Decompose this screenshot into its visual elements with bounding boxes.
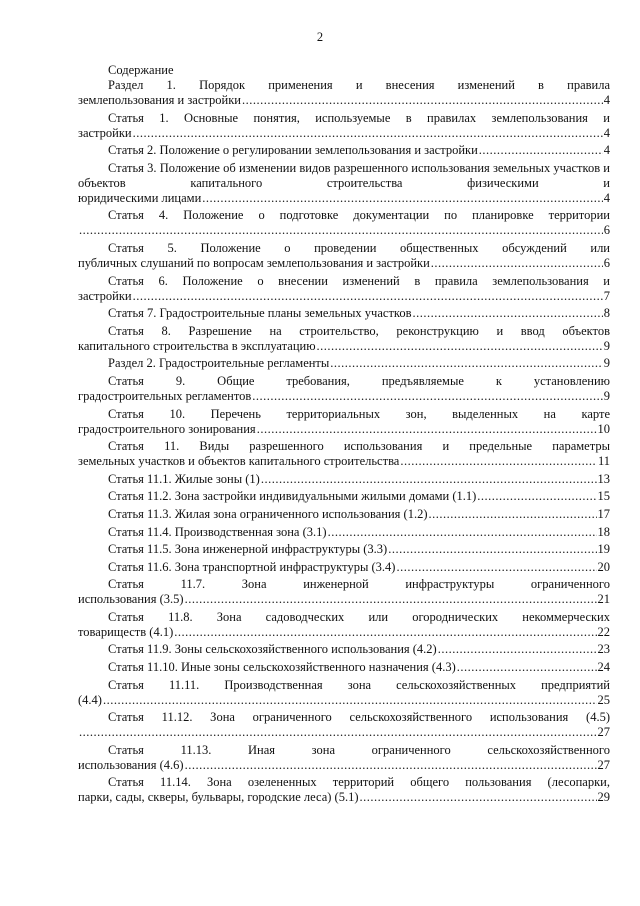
dot-leader (438, 642, 597, 657)
toc-entry (78, 111, 610, 141)
toc-entry (78, 642, 610, 657)
toc-entry (78, 710, 610, 740)
toc-page-number: 17 (597, 506, 610, 521)
toc-entry-label: Статья 7. Градостроительные планы земельных участков (108, 306, 412, 321)
toc-page-number: 27 (597, 757, 610, 772)
toc-entry-label: использования (4.6) (78, 757, 184, 772)
dot-leader (429, 507, 597, 522)
toc-page-number: 7 (603, 288, 610, 303)
toc-entry-line (78, 356, 610, 371)
dot-leader (202, 191, 602, 206)
toc-entry-line (78, 542, 610, 557)
toc-entry (78, 507, 610, 522)
toc-page-number: 21 (597, 592, 610, 607)
toc-page-number: 20 (597, 559, 610, 574)
toc-entry (78, 324, 610, 354)
dot-leader (400, 454, 597, 469)
toc-entry-label: юридическими лицами (78, 190, 202, 205)
toc-page-number: 19 (597, 542, 610, 557)
dot-leader (413, 306, 603, 321)
toc-entry-line (78, 289, 610, 304)
toc-page-number: 11 (597, 454, 610, 469)
toc-entry-heading: Статья 6. Положение о внесении изменений в правила землепользования и (108, 273, 610, 288)
toc-entry-label: землепользования и застройки (78, 93, 241, 107)
toc-page-number: 23 (597, 642, 610, 657)
toc-entry (78, 306, 610, 321)
toc-entry (78, 407, 610, 437)
toc-entry-label: Статья 11.1. Жилые зоны (1) (108, 471, 260, 486)
toc-entry-label: Статья 11.5. Зона инженерной инфраструктуры (3.3) (108, 542, 388, 557)
dot-leader (133, 126, 603, 141)
toc-page-number: 22 (597, 624, 610, 639)
toc-page-number: 4 (603, 190, 610, 205)
toc-entry-heading: Статья 11.14. Зона озелененных территорий общего пользования (лесопарки, (108, 775, 610, 790)
toc-entry-line (78, 422, 610, 437)
toc-entry (78, 775, 610, 805)
toc-entry (78, 208, 610, 238)
dot-leader (133, 289, 603, 304)
dot-leader (103, 693, 597, 708)
toc-entry-label: застройки (78, 288, 132, 303)
dot-leader (185, 758, 597, 773)
table-of-contents (78, 63, 610, 808)
toc-entry (78, 161, 610, 206)
dot-leader (317, 339, 603, 354)
toc-entry-label: Статья 11.10. Иные зоны сельскохозяйственного назначения (4.3) (108, 660, 456, 675)
toc-entry-line (78, 560, 610, 575)
toc-entry-line (78, 592, 610, 607)
toc-entry-line (78, 625, 610, 640)
toc-entry-label: Статья 11.9. Зоны сельскохозяйственного использования (4.2) (108, 642, 437, 657)
toc-entry (78, 374, 610, 404)
toc-entry-line (78, 126, 610, 141)
toc-entry-label: градостроительного зонирования (78, 421, 256, 436)
toc-entry-heading: Раздел 1. Порядок применения и внесения изменений в правила (108, 78, 610, 92)
toc-entry-heading: Статья 1. Основные понятия, используемые в правилах землепользования и (108, 110, 610, 125)
toc-entry-label: Статья 11.3. Жилая зона ограниченного использования (1.2) (108, 506, 428, 521)
toc-page-number: 25 (597, 692, 610, 707)
toc-page-number: 18 (597, 524, 610, 539)
toc-entry-line (78, 256, 610, 271)
toc-entry-label: парки, сады, скверы, бульвары, городские леса) (5.1) (78, 790, 359, 805)
toc-entry-heading: Статья 9. Общие требования, предъявляемые к установлению (108, 373, 610, 388)
toc-entry-heading: Статья 11.12. Зона ограниченного сельскохозяйственного использования (4.5) (108, 710, 610, 725)
toc-page-number: 13 (597, 471, 610, 486)
toc-page-number: 27 (597, 725, 610, 740)
toc-entry-heading: Статья 11.13. Иная зона ограниченного сельскохозяйственного (108, 742, 610, 757)
toc-entry-label: Статья 2. Положение о регулировании землепользования и застройки (108, 143, 478, 158)
toc-entry (78, 472, 610, 487)
toc-page-number: 9 (603, 338, 610, 353)
dot-leader (79, 725, 597, 740)
page-number: 2 (316, 30, 324, 44)
dot-leader (79, 223, 603, 238)
toc-entry (78, 542, 610, 557)
toc-page-number: 10 (597, 421, 610, 436)
toc-entry-label: Статья 11.6. Зона транспортной инфраструктуры (3.4) (108, 559, 396, 574)
toc-entry (78, 610, 610, 640)
toc-entry-line (78, 223, 610, 238)
toc-entry-label: градостроительных регламентов (78, 388, 252, 403)
toc-entry-heading: Статья 11.11. Производственная зона сельскохозяйственных предприятий (108, 677, 610, 692)
toc-entry-label: капитального строительства в эксплуатацию (78, 338, 316, 353)
toc-entry-line (78, 389, 610, 404)
dot-leader (396, 560, 596, 575)
dot-leader (477, 489, 596, 504)
toc-page-number: 9 (603, 356, 610, 371)
dot-leader (185, 592, 597, 607)
toc-entry (78, 78, 610, 108)
dot-leader (242, 93, 603, 108)
toc-entry (78, 525, 610, 540)
toc-entries (78, 78, 610, 805)
toc-entry-label: (4.4) (78, 692, 102, 707)
toc-entry (78, 241, 610, 271)
toc-entry-heading: Статья 8. Разрешение на строительство, реконструкцию и ввод объектов (108, 323, 610, 338)
toc-entry-line (78, 454, 610, 469)
toc-entry-heading: Статья 11. Виды разрешенного использования и предельные параметры (108, 439, 610, 454)
dot-leader (479, 143, 603, 158)
toc-entry-line (78, 339, 610, 354)
toc-entry (78, 560, 610, 575)
toc-entry-line (78, 191, 610, 206)
toc-page-number: 8 (603, 306, 610, 321)
toc-entry (78, 743, 610, 773)
toc-entry-heading: Статья 5. Положение о проведении общественных обсуждений или (108, 240, 610, 255)
toc-entry (78, 439, 610, 469)
toc-entry-heading: Статья 3. Положение об изменении видов разрешенного использования земельных участков и объектов капитального строительства физическими и (78, 160, 610, 190)
dot-leader (360, 790, 597, 805)
toc-entry (78, 660, 610, 675)
toc-entry-line (78, 693, 610, 708)
toc-page-number: 6 (603, 255, 610, 270)
dot-leader (257, 422, 597, 437)
toc-page-number: 24 (597, 660, 610, 675)
toc-entry-heading: Статья 4. Положение о подготовке документации по планировке территории (108, 208, 610, 223)
toc-entry-line (78, 143, 610, 158)
toc-entry-line (78, 525, 610, 540)
toc-page-number: 9 (603, 388, 610, 403)
toc-entry (78, 143, 610, 158)
toc-entry-line (78, 507, 610, 522)
toc-entry (78, 489, 610, 504)
toc-entry-line (78, 472, 610, 487)
toc-entry-label: застройки (78, 125, 132, 140)
toc-entry-label: товариществ (4.1) (78, 624, 174, 639)
toc-entry-heading: Статья 10. Перечень территориальных зон, выделенных на карте (108, 406, 610, 421)
toc-entry-label: земельных участков и объектов капитального строительства (78, 454, 400, 469)
toc-entry-heading: Статья 11.7. Зона инженерной инфраструктуры ограниченного (108, 577, 610, 592)
toc-entry-line (78, 725, 610, 740)
toc-entry-label: Статья 11.2. Зона застройки индивидуальными жилыми домами (1.1) (108, 489, 477, 504)
dot-leader (174, 625, 596, 640)
toc-title: Содержание (108, 63, 174, 77)
toc-entry-line (78, 306, 610, 321)
dot-leader (252, 389, 602, 404)
toc-page-number: 4 (603, 93, 610, 107)
toc-entry-line (78, 790, 610, 805)
toc-entry-label: Статья 11.4. Производственная зона (3.1) (108, 524, 327, 539)
toc-entry (78, 577, 610, 607)
dot-leader (330, 356, 602, 371)
toc-page-number: 29 (597, 790, 610, 805)
toc-entry-label: публичных слушаний по вопросам землепользования и застройки (78, 255, 430, 270)
toc-page-number: 4 (603, 143, 610, 158)
toc-entry-heading: Статья 11.8. Зона садоводческих или огороднических некоммерческих (108, 609, 610, 624)
toc-entry-label: Раздел 2. Градостроительные регламенты (108, 356, 330, 371)
toc-entry-line (78, 642, 610, 657)
dot-leader (261, 472, 597, 487)
dot-leader (457, 660, 597, 675)
toc-page-number: 15 (597, 489, 610, 504)
toc-page-number: 6 (603, 223, 610, 238)
toc-entry-line (78, 93, 610, 108)
toc-entry (78, 274, 610, 304)
toc-page-number: 4 (603, 125, 610, 140)
toc-entry-line (78, 489, 610, 504)
toc-entry-line (78, 758, 610, 773)
toc-entry (78, 356, 610, 371)
toc-entry (78, 678, 610, 708)
toc-entry-line (78, 660, 610, 675)
dot-leader (431, 256, 603, 271)
toc-entry-label: использования (3.5) (78, 592, 184, 607)
dot-leader (328, 525, 597, 540)
dot-leader (388, 542, 596, 557)
